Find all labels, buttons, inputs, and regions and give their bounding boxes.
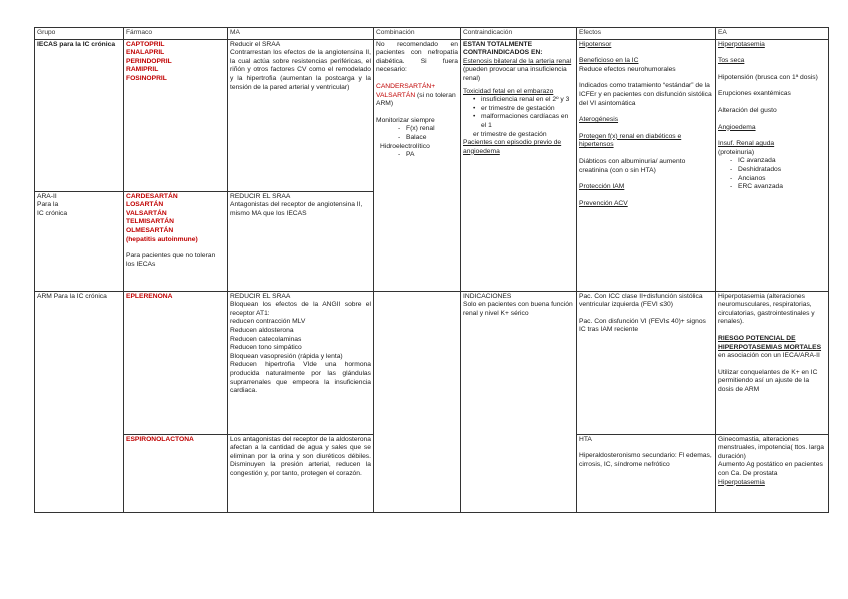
- contra-toxicidad: Toxicidad fetal en el embarazo: [463, 87, 554, 95]
- cell-farmaco-eplerenona: [124, 291, 228, 434]
- cell-grupo-araii: [35, 191, 124, 291]
- ma-text-iecas: Contrarrestan los efectos de la angiotensina II, la cual actúa sobre resistencias periféricas, el riñón y otros factores CV como el remodelado y la hipertrofia (aumentan la postcarga y la tensión de la pared arterial y ventricular): [230, 49, 371, 91]
- ma-title-araii: REDUCIR EL SRAA: [230, 192, 291, 200]
- comb-balace: - Balace: [406, 134, 458, 143]
- ef-hipotensor: Hipotensor: [579, 40, 612, 48]
- ea-proteinuria: (proteinuria): [718, 148, 755, 156]
- ea-gineco: Ginecomastia, alteraciones menstruales, impotencia( ttos. larga duración): [718, 435, 824, 460]
- contra-indicaciones-text: Solo en pacientes con buena función renal y nivel K+ sérico: [463, 301, 573, 317]
- contra-estenosis: Estenosis bilateral de la arteria renal: [463, 57, 572, 65]
- ea-ancianos: - Ancianos: [738, 175, 826, 184]
- comb-note: No recomendado en pacientes con nefropatía diabética. Si fuera necesario:: [376, 40, 458, 74]
- grupo-iecas: IECAS para la IC crónica: [37, 40, 116, 48]
- grupo-arm: ARM Para la IC crónica: [37, 292, 107, 300]
- farmaco-cardesartan: CARDESARTÁN: [126, 192, 178, 200]
- cell-ea-iecas: [716, 39, 829, 291]
- comb-cand-valsartan: CANDERSARTÁN+ VALSARTÁN: [376, 82, 436, 99]
- farmaco-captopril: CAPTOPRIL: [126, 40, 165, 48]
- cell-efectos-espironolactona: [577, 434, 716, 512]
- comb-fx-renal: - F(x) renal: [406, 125, 458, 134]
- ef-beneficioso: Beneficioso en la IC: [579, 57, 639, 65]
- cell-grupo-arm: [35, 291, 124, 512]
- cell-farmaco-araii: [124, 191, 228, 291]
- ea-erupciones: Erupciones exantémicas: [718, 90, 791, 98]
- cell-contra-iecas: [461, 39, 577, 291]
- farmaco-espironolactona: ESPIRONOLACTONA: [126, 435, 194, 443]
- header-contraindicacion: Contraindicación: [461, 28, 577, 40]
- ef-arm-p1: Pac. Con ICC clase II+disfunción sistólica ventricular izquierda (FEVI ≤30): [579, 292, 703, 309]
- cell-farmaco-iecas: [124, 39, 228, 191]
- ef-arm-p2: Pac. Con disfunción VI (FEVI≤ 40)+ signos IC tras IAM reciente: [579, 317, 706, 334]
- ef-aterogenesis: Aterogénesis: [579, 116, 619, 124]
- contra-item-2: • malformaciones cardíacas en el 1: [481, 113, 574, 130]
- farmaco-ramipril: RAMIPRIL: [126, 66, 159, 74]
- farmaco-olmesartan: OLMESARTÁN: [126, 226, 174, 234]
- cell-combinacion-arm: [374, 291, 461, 512]
- farmaco-perindopril: PERINDOPRIL: [126, 57, 172, 65]
- cell-farmaco-espironolactona: [124, 434, 228, 512]
- ea-deshidratados: - Deshidratados: [738, 166, 826, 175]
- ma-line-1: Bloquean los efectos de la ANGII sobre el receptor AT1:: [230, 301, 371, 317]
- ef-hiperaldo: Hiperaldosteronismo secundario: Fl edemas, cirrosis, IC, síndrome nefrótico: [579, 452, 712, 468]
- ef-indicados: Indicados como tratamiento “estándar” de la ICFEr y en pacientes con disfunción sistólica del VI asintomática: [579, 82, 712, 107]
- farmaco-valsartan: VALSARTÁN: [126, 209, 167, 217]
- comb-hidro: Hidroelectrolítico: [380, 142, 430, 150]
- farmaco-eplerenona: EPLERENONA: [126, 292, 173, 300]
- ea-hiperpot-esp: Hiperpotasemia: [718, 478, 765, 486]
- cell-ea-arm: [716, 291, 829, 434]
- cell-ma-espironolactona: [228, 434, 374, 512]
- ma-line-4: Reducen catecolaminas: [230, 335, 302, 343]
- ma-line-6: Bloquean vasopresión (rápida y lenta): [230, 352, 343, 360]
- contra-estenosis-tail: (pueden provocar una insuficiencia renal): [463, 66, 567, 82]
- ef-hta: HTA: [579, 435, 592, 443]
- ea-aumento: Aumento Ag postático en pacientes con Ca. De prostata: [718, 461, 823, 477]
- cell-grupo-iecas: [35, 39, 124, 191]
- cell-ma-arm: [228, 291, 374, 434]
- ma-title-arm: REDUCIR EL SRAA: [230, 292, 291, 300]
- ma-text-araii: Antagonistas del receptor de angiotensina II, mismo MA que los IECAS: [230, 201, 363, 217]
- comb-cand-tail: (si no toleran ARM): [376, 91, 456, 108]
- ea-ic-avanzada: - IC avanzada: [738, 157, 826, 166]
- farmaco-enalapril: ENALAPRIL: [126, 49, 165, 57]
- header-ea: EA: [716, 28, 829, 40]
- ea-tos-seca: Tos seca: [718, 57, 745, 65]
- header-combinacion: Combinación: [374, 28, 461, 40]
- ef-prevencion-acv: Prevención ACV: [579, 199, 628, 207]
- ma-line-5: Reducen tono simpático: [230, 344, 302, 352]
- cell-ma-iecas: [228, 39, 374, 191]
- ma-line-2: reducen contracción MLV: [230, 318, 306, 326]
- ma-line-7: Reducen hipertrofia VIde una hormona producida naturalmente por las glándulas suprarrenales que empeora la insuficiencia cardiaca.: [230, 361, 371, 395]
- contra-item-1b: • er trimestre de gestación: [481, 105, 574, 114]
- farmaco-note-araii: Para pacientes que no toleran los IECAs: [126, 252, 216, 268]
- ea-riesgo-tail: en asociación con un IECA/ARA-II: [718, 352, 820, 360]
- contra-item-1: • insuficiencia renal en el 2º y 3: [481, 96, 574, 105]
- header-ma: MA: [228, 28, 374, 40]
- ma-line-3: Reducen aldosterona: [230, 326, 294, 334]
- ea-gusto: Alteración del gusto: [718, 106, 777, 114]
- header-efectos: Efectos: [577, 28, 716, 40]
- grupo-araii-l3: IC crónica: [37, 209, 68, 217]
- ef-protegen: Protegen f(x) renal en diabéticos e hipertensos: [579, 132, 682, 149]
- ea-insuf-renal: Insuf. Renal aguda: [718, 140, 775, 148]
- ea-riesgo: RIESGO POTENCIAL DE HIPERPOTASEMIAS MORTALES: [718, 334, 822, 351]
- farmaco-losartan: LOSARTÁN: [126, 201, 164, 209]
- cell-ma-araii: [228, 191, 374, 291]
- cell-efectos-arm: [577, 291, 716, 434]
- grupo-araii-l1: ARA-II: [37, 192, 57, 200]
- comb-pa: - PA: [406, 151, 458, 160]
- farmaco-hepatitis: (hepatitis autoinmune): [126, 235, 198, 243]
- ea-arm-p3: Utilizar conquelantes de K+ en IC permitiendo así un ajuste de la dosis de ARM: [718, 368, 818, 393]
- table-row-iecas: [35, 39, 829, 191]
- grupo-araii-l2: Para la: [37, 201, 59, 209]
- drug-table: [34, 27, 829, 513]
- farmaco-fosinopril: FOSINOPRIL: [126, 74, 167, 82]
- ma-title-iecas: Reducir el SRAA: [230, 40, 281, 48]
- header-grupo: Grupo: [35, 28, 124, 40]
- ea-hiperpotasemia: Hiperpotasemia: [718, 40, 765, 48]
- ea-arm-p1: Hiperpotasemia (alteraciones neuromusculares, respiratorias, circulatorias, gastrointestinales y renales).: [718, 292, 815, 326]
- cell-contra-arm: [461, 291, 577, 512]
- ea-hipotension: Hipotensión (brusca con 1ª dosis): [718, 73, 818, 81]
- header-row: [35, 28, 829, 40]
- ef-reduce: Reduce efectos neurohumorales: [579, 65, 676, 73]
- ma-text-espironolactona: Los antagonistas del receptor de la aldosterona afectan a la cantidad de agua y sales que se eliminan por la orina y son diuréticos débiles. Disminuyen la presión arterial, reducen la congestión y, por tanto, protegen el corazón.: [230, 435, 371, 477]
- cell-ea-espironolactona: [716, 434, 829, 512]
- contra-title: ESTAN TOTALMENTE CONTRAINDICADOS EN:: [463, 40, 543, 57]
- contra-after: er trimestre de gestación: [473, 130, 547, 138]
- table-row-arm: [35, 291, 829, 434]
- comb-monitor: Monitorizar siempre: [376, 116, 435, 124]
- contra-angioedema: Pacientes con episodio previo de angioedema: [463, 139, 562, 155]
- ea-erc-avanzada: - ERC avanzada: [738, 183, 826, 192]
- ef-proteccion-iam: Protección IAM: [579, 183, 625, 191]
- farmaco-telmisartan: TELMISARTÁN: [126, 218, 174, 226]
- ef-diabeticos: Diábticos con albuminuria/ aumento creatinina (con o sin HTA): [579, 157, 686, 174]
- cell-combinacion-iecas: [374, 39, 461, 291]
- cell-efectos-iecas: [577, 39, 716, 291]
- contra-indicaciones-title: INDICACIONES: [463, 292, 512, 300]
- header-farmaco: Fármaco: [124, 28, 228, 40]
- ea-angioedema: Angioedema: [718, 123, 756, 131]
